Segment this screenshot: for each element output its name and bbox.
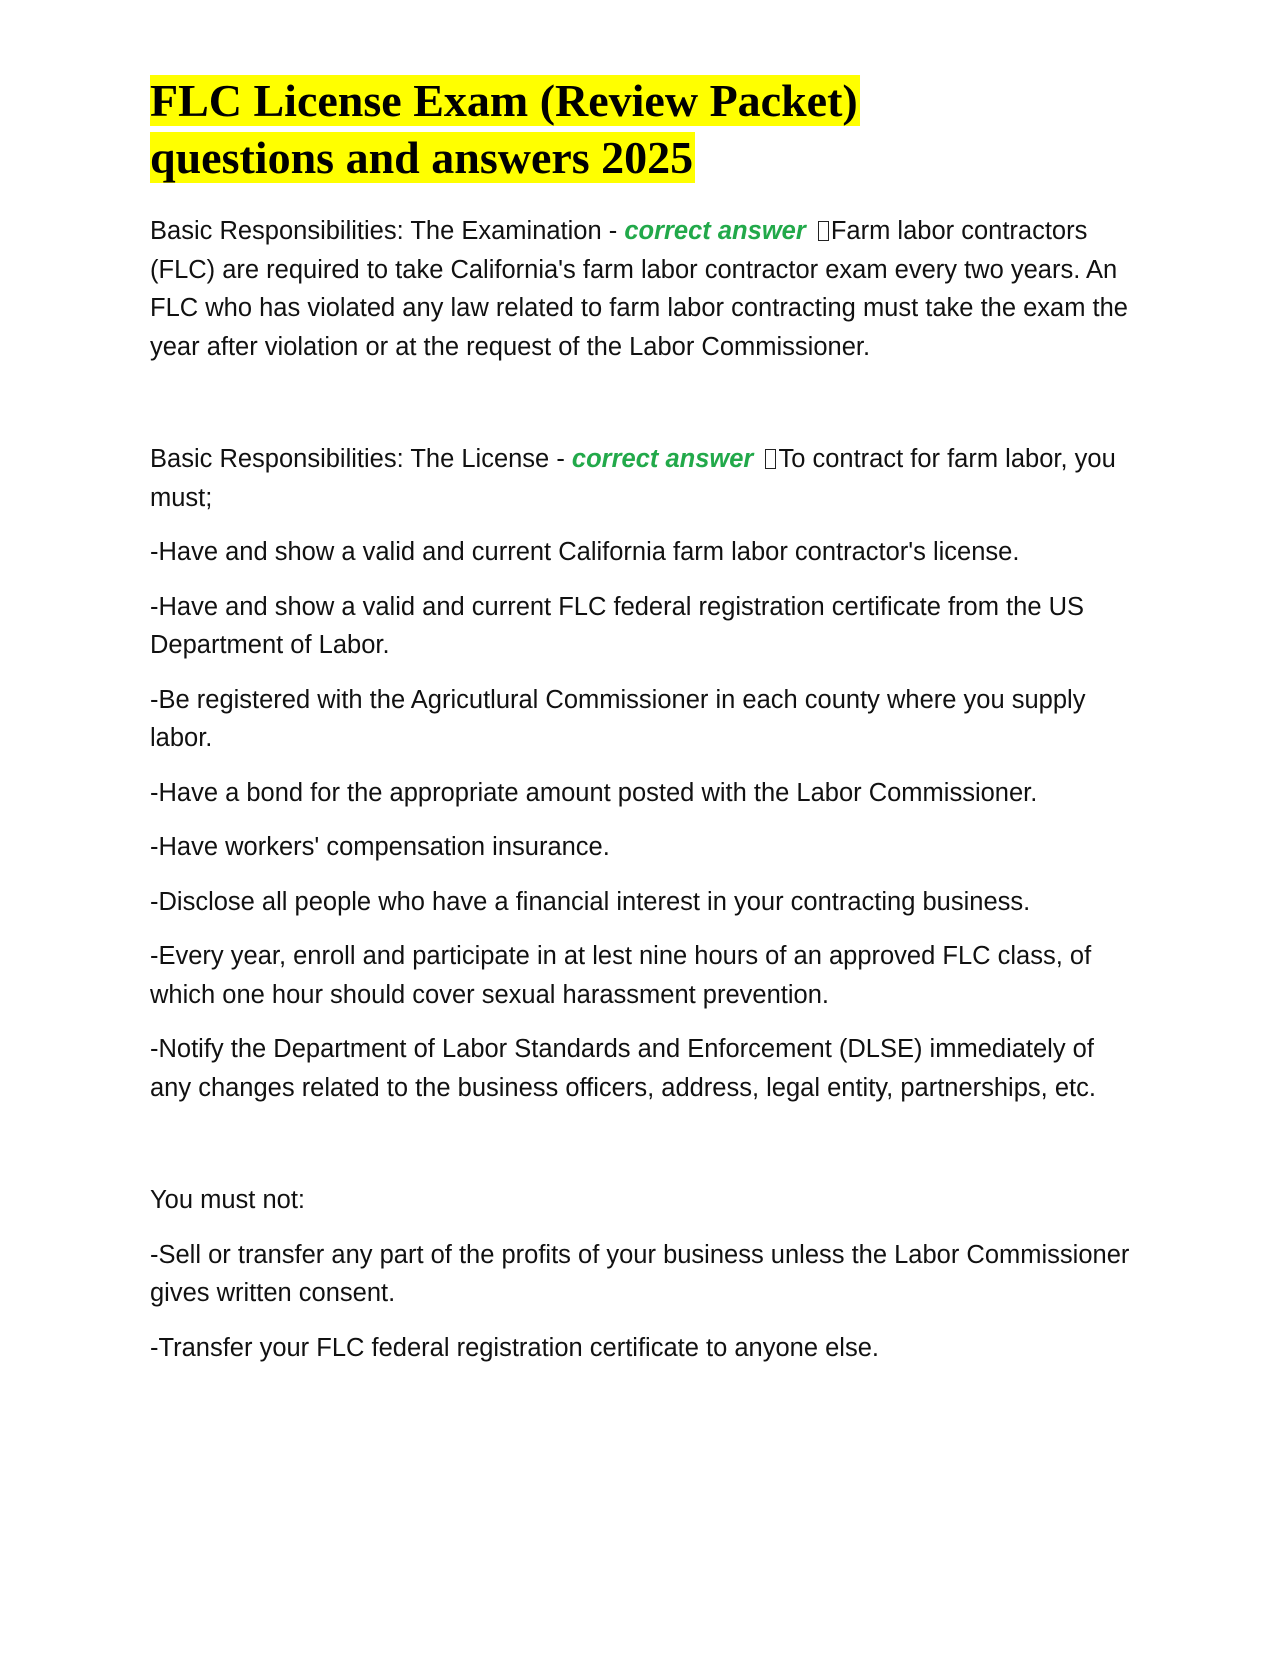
- spacer: [150, 382, 1130, 440]
- qa-examination: [150, 212, 1130, 366]
- title-line-2: questions and answers 2025: [150, 132, 694, 183]
- missing-glyph-icon: [765, 449, 776, 469]
- correct-answer-tag: correct answer: [624, 217, 806, 245]
- title-line-1: FLC License Exam (Review Packet): [150, 75, 858, 126]
- question-text: Basic Responsibilities: The License -: [150, 445, 572, 473]
- question-text: Basic Responsibilities: The Examination -: [150, 217, 625, 245]
- list-item: -Disclose all people who have a financial interest in your contracting business.: [150, 887, 1031, 916]
- must-not-heading: You must not:: [150, 1186, 305, 1214]
- list-item: -Notify the Department of Labor Standards and Enforcement (DLSE) immediately of any changes related to the business officers, address, legal entity, partnerships, etc.: [150, 1035, 1096, 1102]
- document-page: [150, 72, 1130, 1383]
- list-item: -Sell or transfer any part of the profits of your business unless the Labor Commissioner gives written consent.: [150, 1240, 1130, 1307]
- list-item: -Be registered with the Agricutlural Commissioner in each county where you supply labor.: [150, 685, 1086, 752]
- missing-glyph-icon: [818, 221, 829, 241]
- list-item: -Have workers' compensation insurance.: [150, 833, 610, 861]
- correct-answer-tag: correct answer: [571, 445, 754, 473]
- list-item: -Have and show a valid and current FLC federal registration certificate from the US Department of Labor.: [150, 592, 1085, 659]
- list-item: -Have a bond for the appropriate amount posted with the Labor Commissioner.: [150, 778, 1038, 807]
- qa-license: [150, 440, 1130, 517]
- list-item: -Every year, enroll and participate in at lest nine hours of an approved FLC class, of which one hour should cover sexual harassment prevention.: [150, 942, 1092, 1009]
- document-title: [150, 72, 1130, 186]
- spacer: [150, 1123, 1130, 1181]
- list-item: -Transfer your FLC federal registration certificate to anyone else.: [150, 1333, 879, 1362]
- answer-text: To contract for farm labor, you must;: [150, 445, 1116, 512]
- list-item: -Have and show a valid and current California farm labor contractor's license.: [150, 538, 1020, 566]
- answer-text: Farm labor contractors (FLC) are required to take California's farm labor contractor exam every two years. An FLC who has violated any law related to farm labor contracting must take the exam the year after violation or at the request of the Labor Commissioner.: [150, 217, 1128, 361]
